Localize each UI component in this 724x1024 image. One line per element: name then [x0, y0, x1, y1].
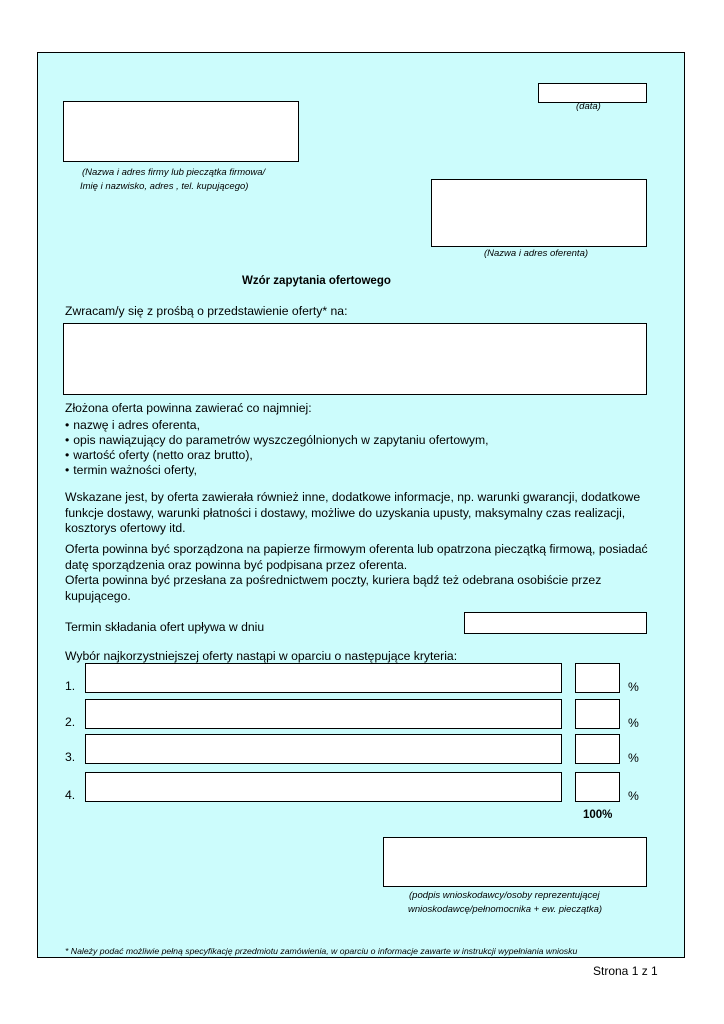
criterion-3-percent-field[interactable]	[575, 734, 620, 764]
percent-sign: %	[628, 789, 639, 803]
criterion-2-percent-field[interactable]	[575, 699, 620, 729]
date-caption: (data)	[576, 101, 601, 112]
offeror-caption: (Nazwa i adres oferenta)	[484, 248, 589, 259]
percent-sign: %	[628, 680, 639, 694]
list-item: • nazwę i adres oferenta,	[65, 418, 200, 432]
criterion-1-field[interactable]	[85, 663, 562, 693]
list-item: • termin ważności oferty,	[65, 463, 198, 477]
offer-contents-heading: Złożona oferta powinna zawierać co najmniej:	[65, 401, 312, 415]
percent-sign: %	[628, 751, 639, 765]
page-title: Wzór zapytania ofertowego	[242, 275, 391, 287]
criterion-4-field[interactable]	[85, 772, 562, 802]
criterion-number-3: 3.	[65, 750, 76, 764]
list-item: • wartość oferty (netto oraz brutto),	[65, 448, 253, 462]
percent-sign: %	[628, 716, 639, 730]
deadline-label: Termin składania ofert upływa w dniu	[65, 620, 265, 634]
list-item: • opis nawiązujący do parametrów wyszczególnionych w zapytaniu ofertowym,	[65, 433, 489, 447]
date-field[interactable]	[538, 83, 647, 103]
signature-field[interactable]	[383, 837, 647, 887]
page-number: Strona 1 z 1	[593, 964, 658, 978]
criterion-number-1: 1.	[65, 679, 76, 693]
request-line: Zwracam/y się z prośbą o przedstawienie oferty* na:	[65, 304, 348, 318]
paragraph-additional-info: Wskazane jest, by oferta zawierała również inne, dodatkowe informacje, np. warunki gwarancji, dodatkowe funkcje dostawy, warunki płatności i dostawy, możliwe do uzyskania upusty, maksymalny czas realizacji, kosztorys ofertowy itd.	[65, 490, 641, 535]
offer-contents-list	[65, 418, 489, 478]
company-field[interactable]	[63, 101, 299, 162]
paragraph-letterhead: Oferta powinna być sporządzona na papierze firmowym oferenta lub opatrzona pieczątką firmową, posiadać datę sporządzenia oraz powinna być podpisana przez oferenta.	[65, 542, 648, 572]
footnote: * Należy podać możliwie pełną specyfikację przedmiotu zamówienia, w oparciu o informacje zawarte w instrukcji wypełniania wniosku	[65, 946, 578, 956]
offer-subject-field[interactable]	[63, 323, 647, 395]
criterion-2-field[interactable]	[85, 699, 562, 729]
company-caption-line-2: Imię i nazwisko, adres , tel. kupującego)	[80, 181, 249, 192]
paragraph-delivery: Oferta powinna być przesłana za pośrednictwem poczty, kuriera bądź też odebrana osobiście przez kupującego.	[65, 573, 602, 603]
percent-total: 100%	[583, 809, 613, 821]
criterion-3-field[interactable]	[85, 734, 562, 764]
signature-caption-line-2: wnioskodawcę/pełnomocnika + ew. pieczątka)	[408, 904, 603, 915]
criterion-number-2: 2.	[65, 715, 76, 729]
offeror-field[interactable]	[431, 179, 647, 247]
form-sheet	[37, 52, 685, 958]
deadline-field[interactable]	[464, 612, 647, 634]
criteria-heading: Wybór najkorzystniejszej oferty nastąpi w oparciu o następujące kryteria:	[65, 649, 458, 663]
criterion-1-percent-field[interactable]	[575, 663, 620, 693]
company-caption-line-1: (Nazwa i adres firmy lub pieczątka firmowa/	[82, 167, 266, 178]
criterion-4-percent-field[interactable]	[575, 772, 620, 802]
criterion-number-4: 4.	[65, 788, 76, 802]
signature-caption-line-1: (podpis wnioskodawcy/osoby reprezentującej	[409, 890, 600, 901]
